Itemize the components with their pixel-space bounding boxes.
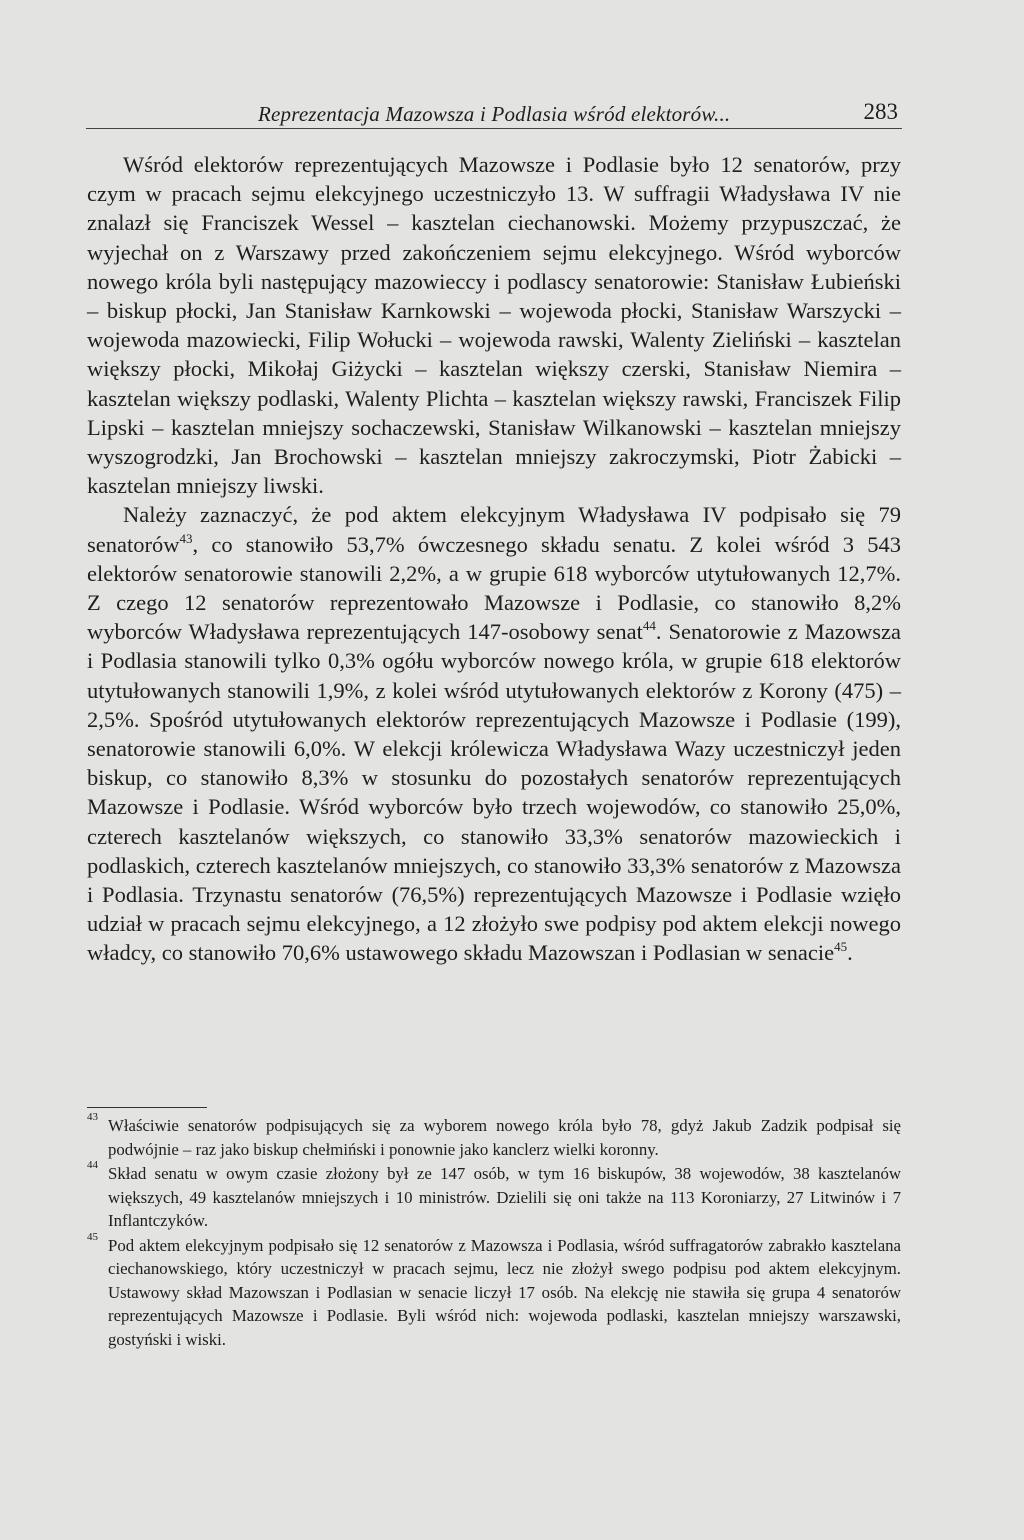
page-header [86, 98, 902, 129]
paragraph-1: Wśród elektorów reprezentujących Mazowsze i Podlasie było 12 senatorów, przy czym w pracach sejmu elekcyjnego uczestniczyło 13. W suffragii Władysława IV nie znalazł się Franciszek Wessel – kasztelan ciechanowski. Możemy przypuszczać, że wyjechał on z Warszawy przed zakończeniem sejmu elekcyjnego. Wśród wyborców nowego króla byli następujący mazowieccy i podlascy senatorowie: Stanisław Łubieński – biskup płocki, Jan Stanisław Karnkowski – wojewoda płocki, Stanisław Warszycki – wojewoda mazowiecki, Filip Wołucki – wojewoda rawski, Walenty Zieliński – kasztelan większy płocki, Mikołaj Giżycki – kasztelan większy czerski, Stanisław Niemira – kasztelan większy podlaski, Walenty Plichta – kasztelan większy rawski, Franciszek Filip Lipski – kasztelan mniejszy sochaczewski, Stanisław Wilkanowski – kasztelan mniejszy wyszogrodzki, Jan Brochowski – kasztelan mniejszy zakroczymski, Piotr Żabicki – kasztelan mniejszy liwski. [87, 152, 901, 499]
paragraph-2-part-a: Należy zaznaczyć, że pod aktem elekcyjnym Władysława IV podpisało się 79 senatorów [87, 502, 901, 557]
footnote-text: Skład senatu w owym czasie złożony był ze 147 osób, w tym 16 biskupów, 38 wojewodów, 38 kasztelanów większych, 49 kasztelanów mniejszych i 10 ministrów. Dzielili się oni także na 113 Koroniarzy, 27 Litwinów i 7 Inflantczyków. [108, 1164, 901, 1230]
footnotes-section [87, 1111, 901, 1352]
footnote-44 [87, 1159, 901, 1233]
footnote-divider [87, 1107, 207, 1108]
footnote-mark: 45 [87, 1230, 98, 1243]
footnote-ref-43[interactable]: 43 [179, 530, 193, 546]
running-title: Reprezentacja Mazowsza i Podlasia wśród elektorów... [258, 102, 731, 126]
footnote-mark: 43 [87, 1111, 98, 1123]
footnote-45 [87, 1230, 901, 1352]
paragraph-2-part-d: . [847, 940, 853, 966]
paragraph-2-part-b: , co stanowiło 53,7% ówczesnego składu senatu. Z kolei wśród 3 543 elektorów senatorowie stanowili 2,2%, a w grupie 618 wyborców utytułowanych 12,7%. Z czego 12 senatorów reprezentowało Mazowsze i Podlasie, co stanowiło 8,2% wyborców Władysława reprezentujących 147-osobowy senat [87, 531, 901, 645]
footnote-ref-44[interactable]: 44 [642, 618, 656, 634]
footnote-mark: 44 [87, 1159, 98, 1171]
footnote-text: Właściwie senatorów podpisujących się za wyborem nowego króla było 78, gdyż Jakub Zadzik podpisał się podwójnie – raz jako biskup chełmiński i ponownie jako kanclerz wielki koronny. [108, 1116, 901, 1159]
footnote-ref-45[interactable]: 45 [834, 939, 848, 955]
footnote-43 [87, 1111, 901, 1161]
paragraph-2 [87, 500, 901, 967]
main-text [87, 150, 901, 968]
page-number: 283 [863, 99, 898, 124]
paragraph-2-part-c: . Senatorowie z Mazowsza i Podlasia stanowili tylko 0,3% ogółu wyborców nowego króla, w grupie 618 elektorów utytułowanych stanowili 1,9%, z kolei wśród utytułowanych elektorów z Korony (475) – 2,5%. Spośród utytułowanych elektorów reprezentujących Mazowsze i Podlasie (199), senatorowie stanowili 6,0%. W elekcji królewicza Władysława Wazy uczestniczył jeden biskup, co stanowiło 8,3% w stosunku do pozostałych senatorów reprezentujących Mazowsze i Podlasie. Wśród wyborców było trzech wojewodów, co stanowiło 25,0%, czterech kasztelanów większych, co stanowiło 33,3% senatorów mazowieckich i podlaskich, czterech kasztelanów mniejszych, co stanowiło 33,3% senatorów z Mazowsza i Podlasia. Trzynastu senatorów (76,5%) reprezentujących Mazowsze i Podlasie wzięło udział w pracach sejmu elekcyjnego, a 12 złożyło swe podpisy pod aktem elekcji nowego władcy, co stanowiło 70,6% ustawowego składu Mazowszan i Podlasian w senacie [87, 619, 901, 966]
footnote-text: Pod aktem elekcyjnym podpisało się 12 senatorów z Mazowsza i Podlasia, wśród suffragatorów zabrakło kasztelana ciechanowskiego, który uczestniczył w pracach sejmu, lecz nie złożył swego podpisu pod aktem elekcyjnym. Ustawowy skład Mazowszan i Podlasian w senacie liczył 17 osób. Na elekcję nie stawiła się grupa 4 senatorów reprezentujących Mazowsze i Podlasie. Byli wśród nich: wojewoda podlaski, kasztelan mniejszy warszawski, gostyński i wiski. [108, 1235, 901, 1349]
